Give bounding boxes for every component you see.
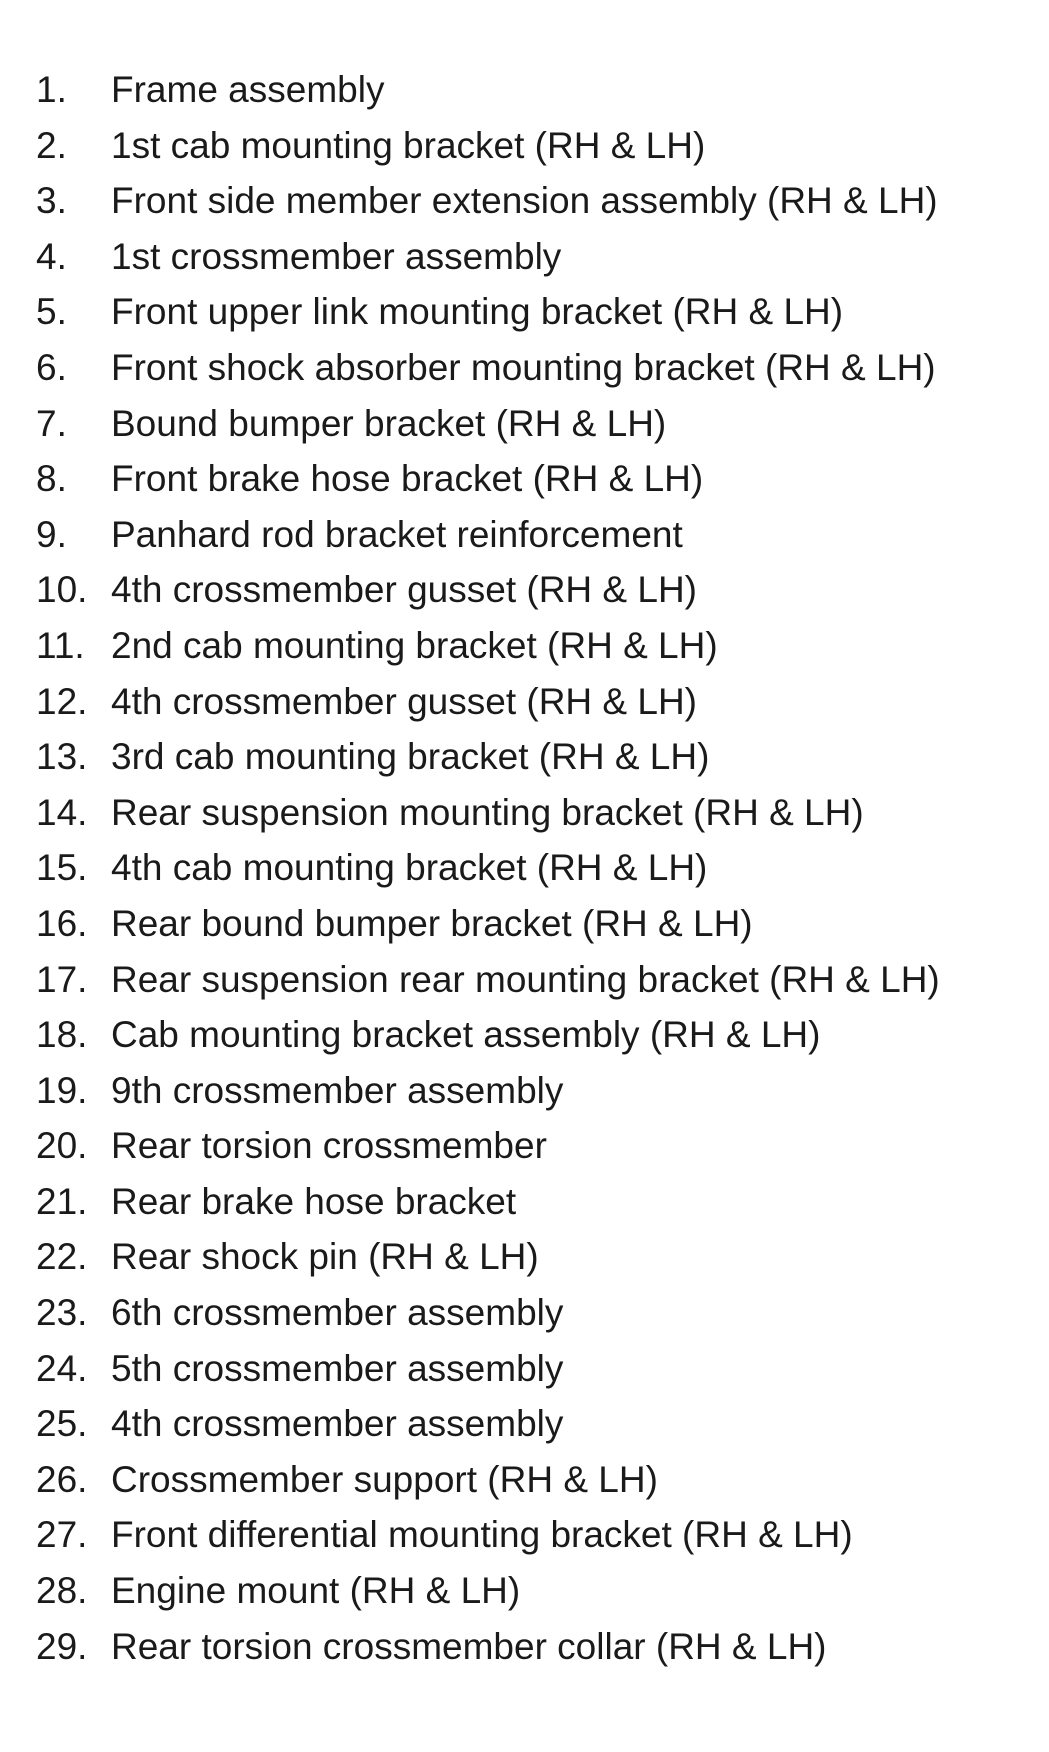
item-label: Crossmember support (RH & LH): [111, 1458, 658, 1500]
item-number: 5.: [36, 291, 67, 333]
item-label: Engine mount (RH & LH): [111, 1570, 521, 1612]
list-item: [36, 785, 940, 841]
item-number: 27.: [36, 1514, 88, 1556]
item-number: 9.: [36, 513, 67, 555]
item-number: 28.: [36, 1570, 88, 1612]
item-label: Rear bound bumper bracket (RH & LH): [111, 902, 753, 944]
item-number: 19.: [36, 1069, 88, 1111]
list-item: [36, 1619, 940, 1675]
item-number: 24.: [36, 1347, 88, 1389]
item-number: 1.: [36, 69, 67, 110]
list-item: [36, 118, 940, 174]
item-label: Panhard rod bracket reinforcement: [111, 513, 683, 555]
list-item: [36, 1341, 940, 1397]
item-label: Front shock absorber mounting bracket (RH & LH): [111, 346, 936, 388]
list-item: [36, 1229, 940, 1285]
item-label: Rear torsion crossmember collar (RH & LH): [111, 1625, 827, 1667]
item-number: 17.: [36, 958, 88, 1000]
item-number: 23.: [36, 1292, 88, 1334]
list-item: [36, 340, 940, 396]
item-label: Rear suspension rear mounting bracket (RH & LH): [111, 958, 940, 1000]
item-number: 21.: [36, 1180, 88, 1222]
list-item: [36, 1118, 940, 1174]
list-item: [36, 1285, 940, 1341]
list-item: [36, 396, 940, 452]
list-item: [36, 284, 940, 340]
list-item: [36, 451, 940, 507]
list-item: [36, 229, 940, 285]
item-number: 25.: [36, 1403, 88, 1445]
item-label: Front brake hose bracket (RH & LH): [111, 458, 704, 500]
item-label: 9th crossmember assembly: [111, 1069, 564, 1111]
item-label: 3rd cab mounting bracket (RH & LH): [111, 736, 710, 778]
item-number: 20.: [36, 1125, 88, 1167]
list-item: [36, 1063, 940, 1119]
item-number: 3.: [36, 180, 67, 222]
item-label: 4th crossmember assembly: [111, 1403, 564, 1445]
list-item: [36, 1174, 940, 1230]
item-label: 1st cab mounting bracket (RH & LH): [111, 124, 706, 166]
list-item: [36, 896, 940, 952]
item-number: 10.: [36, 569, 88, 611]
item-number: 12.: [36, 680, 88, 722]
list-item: [36, 1396, 940, 1452]
list-item: [36, 507, 940, 563]
item-label: 2nd cab mounting bracket (RH & LH): [111, 624, 718, 666]
item-number: 11.: [36, 624, 85, 666]
item-label: 4th crossmember gusset (RH & LH): [111, 680, 698, 722]
item-number: 18.: [36, 1014, 88, 1056]
item-number: 8.: [36, 458, 67, 500]
item-number: 14.: [36, 791, 88, 833]
parts-list: [36, 62, 940, 1674]
item-number: 7.: [36, 402, 67, 444]
item-number: 2.: [36, 124, 67, 166]
item-label: 5th crossmember assembly: [111, 1347, 564, 1389]
item-label: Bound bumper bracket (RH & LH): [111, 402, 667, 444]
item-number: 15.: [36, 847, 88, 889]
list-item: [36, 1507, 940, 1563]
item-label: Front differential mounting bracket (RH & LH): [111, 1514, 853, 1556]
list-item: [36, 562, 940, 618]
list-item: [36, 729, 940, 785]
item-label: 4th crossmember gusset (RH & LH): [111, 569, 698, 611]
item-label: Front upper link mounting bracket (RH & LH): [111, 291, 844, 333]
item-label: Cab mounting bracket assembly (RH & LH): [111, 1014, 821, 1056]
list-item: [36, 618, 940, 674]
item-number: 16.: [36, 902, 88, 944]
list-item: [36, 840, 940, 896]
item-number: 26.: [36, 1458, 88, 1500]
item-label: Rear suspension mounting bracket (RH & LH): [111, 791, 864, 833]
item-number: 6.: [36, 346, 67, 388]
item-label: Rear brake hose bracket: [111, 1180, 517, 1222]
list-item: [36, 674, 940, 730]
item-label: 4th cab mounting bracket (RH & LH): [111, 847, 708, 889]
item-label: Rear shock pin (RH & LH): [111, 1236, 539, 1278]
item-label: 1st crossmember assembly: [111, 235, 562, 277]
item-label: Rear torsion crossmember: [111, 1125, 547, 1167]
list-item: [36, 1563, 940, 1619]
item-label: Frame assembly: [111, 69, 385, 110]
list-item: [36, 1007, 940, 1063]
list-item: [36, 1452, 940, 1508]
list-item: [36, 173, 940, 229]
item-label: 6th crossmember assembly: [111, 1292, 564, 1334]
item-label: Front side member extension assembly (RH & LH): [111, 180, 938, 222]
list-item: [36, 62, 940, 118]
item-number: 4.: [36, 235, 67, 277]
item-number: 22.: [36, 1236, 88, 1278]
list-item: [36, 952, 940, 1008]
item-number: 29.: [36, 1625, 88, 1667]
item-number: 13.: [36, 736, 88, 778]
